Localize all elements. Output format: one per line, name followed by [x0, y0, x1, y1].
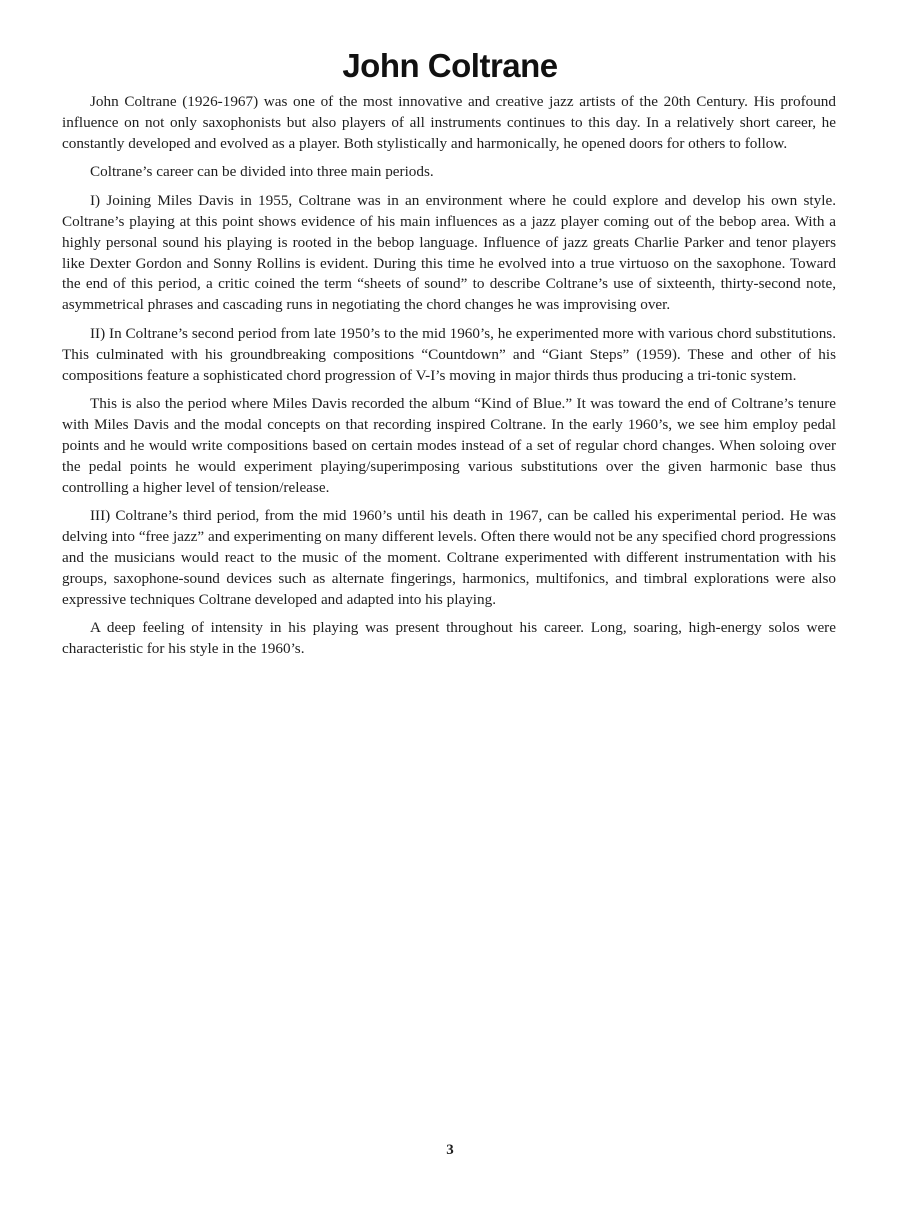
article-body	[62, 92, 836, 668]
paragraph-conclusion: A deep feeling of intensity in his playing was present throughout his career. Long, soaring, high-energy solos were characteristic for his style in the 1960’s.	[62, 619, 836, 658]
paragraph-first-period: I) Joining Miles Davis in 1955, Coltrane was in an environment where he could explore and develop his own style. Coltrane’s playing at this point shows evidence of his main influences as a jazz player coming out of the bebop area. With a highly personal sound his playing is rooted in the bebop language. Influence of jazz greats Charlie Parker and tenor players like Dexter Gordon and Sonny Rollins is evident. During this time he evolved into a true virtuoso on the saxophone. Toward the end of this period, a critic coined the term “sheets of sound” to describe Coltrane’s use of sixteenth, thirty-second note, asymmetrical phrases and cascading runs in negotiating the chord changes he was improvising over.	[62, 192, 836, 314]
paragraph-kind-of-blue: This is also the period where Miles Davis recorded the album “Kind of Blue.” It was toward the end of Coltrane’s tenure with Miles Davis and the modal concepts on that recording inspired Coltrane. In the early 1960’s, we see him employ pedal points and he would write compositions based on certain modes instead of a set of regular chord changes. When soloing over the pedal points he would experiment playing/superimposing various substitutions over the given harmonic base thus controlling a higher level of tension/release.	[62, 395, 836, 496]
paragraph-third-period: III) Coltrane’s third period, from the mid 1960’s until his death in 1967, can be called his experimental period. He was delving into “free jazz” and experimenting on many different levels. Often there would not be any specified chord progressions and the musicians would react to the music of the moment. Coltrane experimented with different instrumentation with his groups, saxophone-sound devices such as alternate fingerings, harmonics, multifonics, and timbral explorations were also expressive techniques Coltrane developed and adapted into his playing.	[62, 507, 836, 608]
paragraph-intro: John Coltrane (1926-1967) was one of the most innovative and creative jazz artists of the 20th Century. His profound influence on not only saxophonists but also players of all instruments continues to this day. In a relatively short career, he constantly developed and evolved as a player. Both stylistically and harmonically, he opened doors for others to follow.	[62, 93, 836, 152]
paragraph-second-period: II) In Coltrane’s second period from late 1950’s to the mid 1960’s, he experimented more with various chord substitutions. This culminated with his groundbreaking compositions “Countdown” and “Giant Steps” (1959). These and other of his compositions feature a sophisticated chord progression of V-I’s moving in major thirds thus producing a tri-tonic system.	[62, 324, 836, 384]
paragraph-periods-overview: Coltrane’s career can be divided into three main periods.	[90, 163, 434, 181]
page-number: 3	[446, 1142, 454, 1158]
page-title: John Coltrane	[342, 47, 558, 84]
